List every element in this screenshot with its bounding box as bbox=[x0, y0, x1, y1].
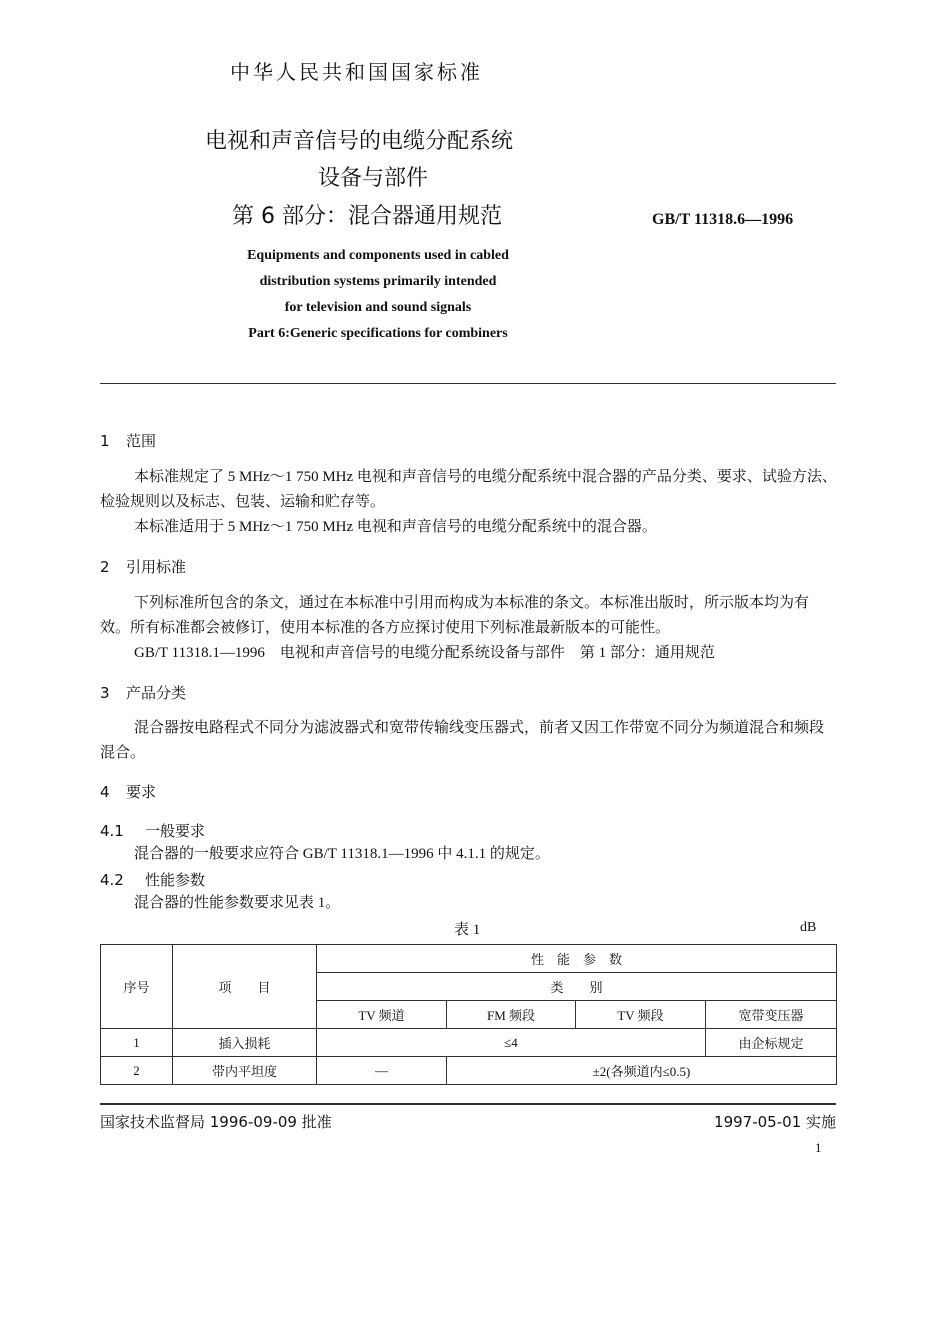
standard-code: GB/T 11318.6—1996 bbox=[652, 211, 794, 228]
section-number: 3 bbox=[100, 684, 110, 702]
subsection-title: 一般要求 bbox=[145, 824, 206, 840]
header-item: 项 目 bbox=[173, 945, 317, 1029]
section-2-reference: GB/T 11318.1—1996 电视和声音信号的电缆分配系统设备与部件 第 1 部分：通用规范 bbox=[134, 645, 715, 661]
header-tv-band: TV 频段 bbox=[576, 1001, 706, 1029]
english-title-line-4: Part 6:Generic specifications for combiners bbox=[248, 326, 508, 341]
english-title-line-3: for television and sound signals bbox=[284, 300, 472, 315]
table-header-row bbox=[101, 945, 837, 973]
section-4-heading bbox=[100, 781, 156, 802]
header-performance: 性 能 参 数 bbox=[317, 945, 837, 973]
doc-title-line-1: 电视和声音信号的电缆分配系统 bbox=[205, 129, 514, 154]
table-row bbox=[101, 1029, 837, 1057]
cell-value: ±2(各频道内≤0.5) bbox=[447, 1057, 837, 1085]
header-tv-channel: TV 频道 bbox=[317, 1001, 447, 1029]
section-number: 4 bbox=[100, 783, 110, 801]
section-title: 要求 bbox=[126, 783, 157, 801]
section-3-heading bbox=[100, 682, 186, 703]
section-number: 2 bbox=[100, 558, 110, 576]
section-2-heading bbox=[100, 556, 186, 577]
subsection-4-2-heading bbox=[100, 869, 205, 890]
implementation-date: 1997-05-01 实施 bbox=[714, 1113, 836, 1131]
section-title: 引用标准 bbox=[126, 558, 187, 576]
cell-seq: 2 bbox=[101, 1057, 173, 1085]
section-2-paragraph-1: 下列标准所包含的条文，通过在本标准中引用而构成为本标准的条文。本标准出版时，所示版本均为有效。所有标准都会被修订，使用本标准的各方应探讨使用下列标准最新版本的可能性。 bbox=[100, 595, 810, 636]
subsection-4-1-paragraph: 混合器的一般要求应符合 GB/T 11318.1—1996 中 4.1.1 的规定。 bbox=[134, 846, 550, 862]
cell-value: ≤4 bbox=[317, 1029, 706, 1057]
footer-divider bbox=[100, 1103, 836, 1105]
section-3-paragraph-1: 混合器按电路程式不同分为滤波器式和宽带传输线变压器式，前者又因工作带宽不同分为频道混合和频段混合。 bbox=[100, 720, 825, 761]
section-title: 范围 bbox=[126, 432, 157, 450]
english-title-line-1: Equipments and components used in cabled bbox=[247, 248, 509, 263]
doc-title-line-3: 第 6 部分：混合器通用规范 bbox=[232, 204, 502, 229]
table-caption: 表 1 bbox=[454, 922, 481, 938]
section-1-paragraph-1: 本标准规定了 5 MHz～1 750 MHz 电视和声音信号的电缆分配系统中混合器的产品分类、要求、试验方法、检验规则以及标志、包装、运输和贮存等。 bbox=[100, 469, 837, 510]
section-1-heading bbox=[100, 430, 156, 451]
subsection-number: 4.2 bbox=[100, 871, 124, 889]
header-wideband-transformer: 宽带变压器 bbox=[706, 1001, 837, 1029]
performance-table bbox=[100, 944, 837, 1085]
cell-seq: 1 bbox=[101, 1029, 173, 1057]
approval-date: 国家技术监督局 1996-09-09 批准 bbox=[100, 1113, 332, 1131]
section-number: 1 bbox=[100, 432, 110, 450]
section-1-paragraph-2: 本标准适用于 5 MHz～1 750 MHz 电视和声音信号的电缆分配系统中的混合器。 bbox=[134, 519, 657, 535]
cell-item: 带内平坦度 bbox=[173, 1057, 317, 1085]
table-row bbox=[101, 1057, 837, 1085]
header-category: 类 别 bbox=[317, 973, 837, 1001]
page-number: 1 bbox=[815, 1140, 822, 1155]
subsection-number: 4.1 bbox=[100, 822, 124, 840]
section-title: 产品分类 bbox=[126, 684, 187, 702]
doc-title-line-2: 设备与部件 bbox=[318, 166, 429, 191]
subsection-4-2-paragraph: 混合器的性能参数要求见表 1。 bbox=[134, 895, 341, 911]
header-seq: 序号 bbox=[101, 945, 173, 1029]
subsection-4-1-heading bbox=[100, 820, 205, 841]
subsection-title: 性能参数 bbox=[145, 873, 206, 889]
cell-value: 由企标规定 bbox=[706, 1029, 837, 1057]
english-title-line-2: distribution systems primarily intended bbox=[259, 274, 497, 289]
standard-org-title: 中华人民共和国国家标准 bbox=[230, 60, 483, 84]
cell-value: — bbox=[317, 1057, 447, 1085]
header-divider bbox=[100, 383, 836, 384]
header-fm-band: FM 频段 bbox=[447, 1001, 576, 1029]
cell-item: 插入损耗 bbox=[173, 1029, 317, 1057]
table-unit: dB bbox=[800, 920, 817, 935]
